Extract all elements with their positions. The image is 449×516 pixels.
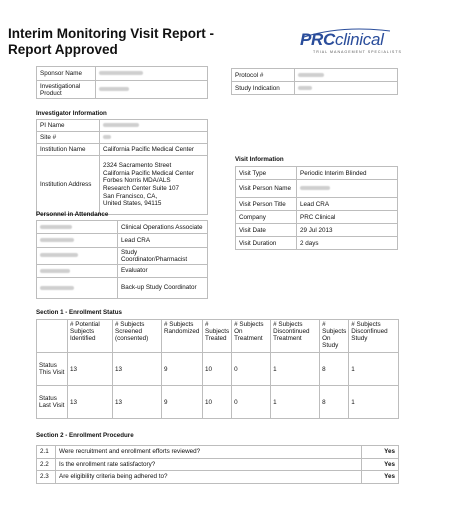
redacted-value [40, 238, 74, 242]
item-question: Were recruitment and enrollment efforts reviewed? [56, 446, 362, 459]
address-line: Forbes Norris MDA/ALS [103, 177, 171, 185]
protocol-label: Protocol # [232, 69, 295, 82]
item-answer: Yes [362, 458, 399, 471]
visit-row-value: 29 Jul 2013 [297, 224, 398, 237]
personnel-name [37, 234, 118, 247]
visit-row-label: Visit Person Title [236, 198, 297, 211]
pi-name-label: PI Name [37, 120, 100, 132]
visit-row-label: Visit Date [236, 224, 297, 237]
logo-text: PRC [300, 30, 335, 49]
enrollment-procedure-heading: Section 2 - Enrollment Procedure [36, 432, 134, 439]
investigator-table [36, 119, 208, 215]
item-number: 2.1 [37, 446, 56, 459]
item-number: 2.3 [37, 471, 56, 484]
address-line: San Francisco, CA, [103, 192, 158, 200]
pi-name-value [100, 120, 208, 132]
sponsor-table [36, 66, 208, 99]
personnel-role: Study Coordinator/Pharmacist [118, 247, 208, 264]
item-answer: Yes [362, 446, 399, 459]
visit-row-value: 2 days [297, 237, 398, 250]
study-indication-value [295, 82, 398, 95]
table-cell: 10 [203, 386, 232, 419]
personnel-heading: Personnel in Attendance [36, 211, 109, 218]
redacted-value [103, 135, 111, 139]
address-line: 2324 Sacramento Street [103, 162, 172, 170]
column-header: # Subjects Screened (consented) [113, 320, 162, 353]
personnel-role: Clinical Operations Associate [118, 221, 208, 234]
item-answer: Yes [362, 471, 399, 484]
column-header: # Subjects Randomized [162, 320, 203, 353]
table-cell: 13 [68, 353, 113, 386]
enrollment-status-table [36, 319, 399, 419]
institution-address-value [100, 156, 208, 215]
visit-row-label: Company [236, 211, 297, 224]
personnel-table [36, 220, 208, 299]
table-cell: 0 [232, 386, 271, 419]
personnel-role: Lead CRA [118, 234, 208, 247]
column-header: # Subjects Discontinued Treatment [271, 320, 320, 353]
table-cell: 1 [349, 386, 399, 419]
row-label: Status This Visit [37, 353, 68, 386]
table-cell: 1 [349, 353, 399, 386]
redacted-value [300, 186, 330, 190]
personnel-role: Evaluator [118, 264, 208, 277]
redacted-value [99, 71, 143, 75]
visit-person-name-value [297, 180, 398, 198]
column-header: # Subjects Treated [203, 320, 232, 353]
table-cell: 13 [113, 353, 162, 386]
column-header: # Subjects Disconfinued Study [349, 320, 399, 353]
sponsor-name-label: Sponsor Name [37, 67, 96, 81]
company-logo [300, 30, 402, 56]
protocol-table [231, 68, 398, 95]
column-header: # Subjects On Treatment [232, 320, 271, 353]
table-cell: 13 [68, 386, 113, 419]
redacted-value [40, 269, 70, 273]
logo-script: clinical [335, 30, 384, 49]
visit-row-value: Lead CRA [297, 198, 398, 211]
table-cell: 13 [113, 386, 162, 419]
address-line: United States, 94115 [103, 200, 162, 208]
redacted-value [40, 286, 74, 290]
investigational-product-value [96, 81, 208, 99]
personnel-name [37, 277, 118, 298]
study-indication-label: Study Indication [232, 82, 295, 95]
site-label: Site # [37, 132, 100, 144]
enrollment-status-heading: Section 1 - Enrollment Status [36, 309, 122, 316]
personnel-name [37, 247, 118, 264]
visit-row-label: Visit Person Name [236, 180, 297, 198]
site-value [100, 132, 208, 144]
address-line: Research Center Suite 107 [103, 185, 179, 192]
logo-tagline: TRIAL MANAGEMENT SPECIALISTS [313, 50, 402, 54]
item-question: Is the enrollment rate satisfactory? [56, 458, 362, 471]
redacted-value [298, 73, 324, 77]
visit-row-value: Periodic Interim Blinded [297, 167, 398, 180]
visit-row-label: Visit Type [236, 167, 297, 180]
visit-row-label: Visit Duration [236, 237, 297, 250]
table-cell: 8 [320, 353, 349, 386]
table-cell: 1 [271, 353, 320, 386]
column-header: # Subjects On Study [320, 320, 349, 353]
investigator-heading: Investigator Information [36, 110, 107, 117]
corner-cell [37, 320, 68, 353]
table-cell: 1 [271, 386, 320, 419]
item-question: Are eligibility criteria being adhered to? [56, 471, 362, 484]
redacted-value [40, 253, 78, 257]
redacted-value [103, 123, 139, 127]
redacted-value [298, 86, 312, 90]
institution-name-value: California Pacific Medical Center [100, 144, 208, 156]
visit-table [235, 166, 398, 250]
sponsor-name-value [96, 67, 208, 81]
table-cell: 10 [203, 353, 232, 386]
protocol-value [295, 69, 398, 82]
address-line: California Pacific Medical Center [103, 169, 194, 177]
personnel-name [37, 264, 118, 277]
page-title: Interim Monitoring Visit Report - Report Approved [8, 26, 215, 57]
visit-row-value: PRC Clinical [297, 211, 398, 224]
investigational-product-label: Investigational Product [37, 81, 96, 99]
personnel-name [37, 221, 118, 234]
table-cell: 9 [162, 353, 203, 386]
table-cell: 0 [232, 353, 271, 386]
table-cell: 8 [320, 386, 349, 419]
column-header: # Potential Subjects Identified [68, 320, 113, 353]
personnel-role: Back-up Study Coordinator [118, 277, 208, 298]
enrollment-procedure-table [36, 445, 399, 484]
visit-heading: Visit Information [235, 156, 284, 163]
table-cell: 9 [162, 386, 203, 419]
row-label: Status Last Visit [37, 386, 68, 419]
logo-swoosh-icon [302, 27, 394, 41]
redacted-value [99, 87, 129, 91]
item-number: 2.2 [37, 458, 56, 471]
redacted-value [40, 225, 72, 229]
institution-address-label: Institution Address [37, 156, 100, 215]
institution-name-label: Institution Name [37, 144, 100, 156]
